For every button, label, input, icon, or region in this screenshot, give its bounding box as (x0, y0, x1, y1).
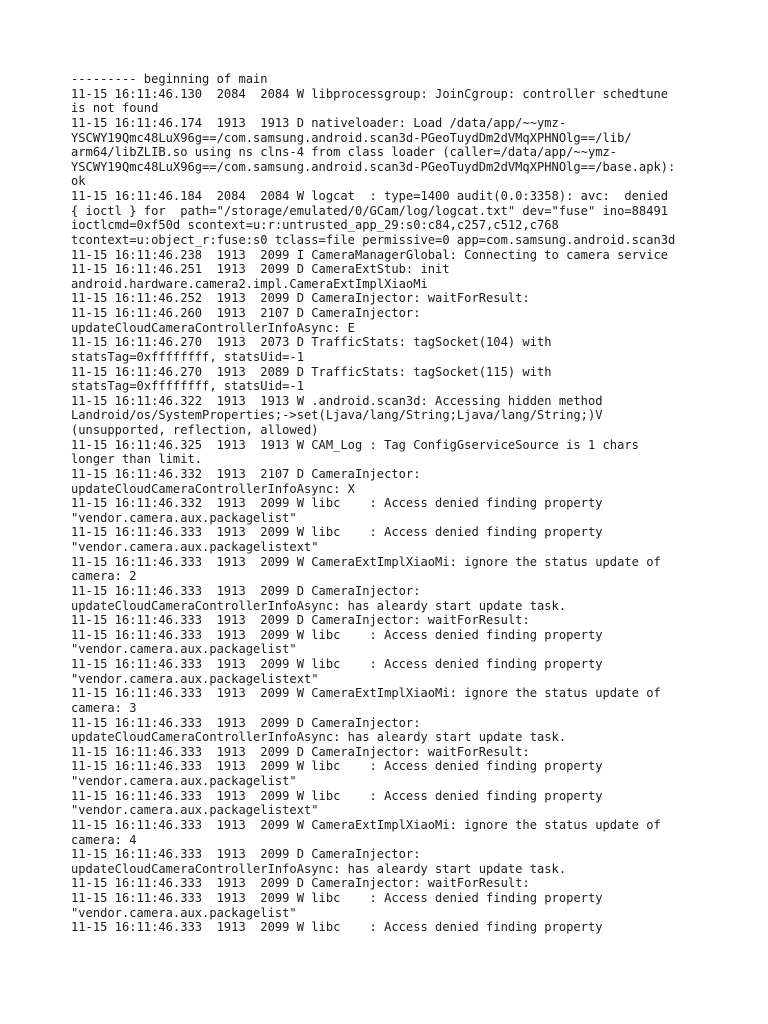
log-line: updateCloudCameraControllerInfoAsync: has aleardy start update task. (71, 861, 567, 876)
log-line: "vendor.camera.aux.packagelist" (71, 642, 297, 657)
log-line: updateCloudCameraControllerInfoAsync: E (71, 320, 355, 335)
log-line: 11-15 16:11:46.333 1913 2099 W libc : Access denied finding property (71, 657, 603, 671)
log-line: 11-15 16:11:46.333 1913 2099 W libc : Access denied finding property (71, 920, 603, 935)
log-line: 11-15 16:11:46.333 1913 2099 D CameraInjector: (71, 715, 421, 730)
log-line: 11-15 16:11:46.332 1913 2107 D CameraInjector: (71, 466, 421, 481)
log-line: { ioctl } for path="/storage/emulated/0/GCam/log/logcat.txt" dev="fuse" ino=88491 (71, 203, 669, 218)
log-line: 11-15 16:11:46.333 1913 2099 W CameraExtImplXiaoMi: ignore the status update of (71, 554, 661, 569)
log-line: updateCloudCameraControllerInfoAsync: has aleardy start update task. (71, 730, 567, 745)
log-line: 11-15 16:11:46.174 1913 1913 D nativeloader: Load /data/app/~~ymz- (71, 115, 567, 130)
log-line: arm64/libZLIB.so using ns clns-4 from class loader (caller=/data/app/~~ymz- (71, 145, 618, 160)
log-line: statsTag=0xffffffff, statsUid=-1 (71, 349, 304, 364)
log-line: 11-15 16:11:46.333 1913 2099 W libc : Access denied finding property (71, 627, 603, 642)
log-line: 11-15 16:11:46.333 1913 2099 W libc : Access denied finding property (71, 759, 603, 774)
log-line: --------- beginning of main (71, 72, 268, 86)
log-line: 11-15 16:11:46.333 1913 2099 D CameraInjector: waitForResult: (71, 613, 530, 628)
log-line: "vendor.camera.aux.packagelist" (71, 774, 297, 788)
log-line: "vendor.camera.aux.packagelist" (71, 905, 297, 920)
log-line: 11-15 16:11:46.270 1913 2073 D TrafficStats: tagSocket(104) with (71, 335, 552, 350)
log-document (71, 72, 711, 935)
log-line: 11-15 16:11:46.184 2084 2084 W logcat : type=1400 audit(0.0:3358): avc: denied (71, 189, 669, 203)
log-line: android.hardware.camera2.impl.CameraExtImplXiaoMi (71, 276, 428, 291)
log-line: 11-15 16:11:46.252 1913 2099 D CameraInjector: waitForResult: (71, 291, 530, 306)
log-line: updateCloudCameraControllerInfoAsync: X (71, 481, 355, 496)
log-line: 11-15 16:11:46.333 1913 2099 W libc : Access denied finding property (71, 788, 603, 803)
log-line: 11-15 16:11:46.322 1913 1913 W .android.scan3d: Accessing hidden method (71, 393, 603, 408)
log-line: 11-15 16:11:46.270 1913 2089 D TrafficStats: tagSocket(115) with (71, 364, 552, 379)
log-line: 11-15 16:11:46.130 2084 2084 W libprocessgroup: JoinCgroup: controller schedtune (71, 86, 669, 101)
log-line: 11-15 16:11:46.333 1913 2099 D CameraInjector: (71, 583, 421, 598)
log-line: ioctlcmd=0xf50d scontext=u:r:untrusted_app_29:s0:c84,c257,c512,c768 (71, 218, 559, 233)
log-line: 11-15 16:11:46.260 1913 2107 D CameraInjector: (71, 306, 421, 320)
log-line: camera: 3 (71, 700, 137, 715)
log-line: YSCWY19Qmc48LuX96g==/com.samsung.android.scan3d-PGeoTuydDm2dVMqXPHNOlg==/base.apk): (71, 159, 676, 174)
log-line: statsTag=0xffffffff, statsUid=-1 (71, 379, 304, 394)
log-line: camera: 4 (71, 832, 137, 847)
log-line: "vendor.camera.aux.packagelistext" (71, 803, 319, 818)
log-line: 11-15 16:11:46.333 1913 2099 W libc : Access denied finding property (71, 525, 603, 540)
log-line: 11-15 16:11:46.333 1913 2099 W CameraExtImplXiaoMi: ignore the status update of (71, 686, 661, 701)
log-line: (unsupported, reflection, allowed) (71, 423, 319, 437)
log-line: 11-15 16:11:46.325 1913 1913 W CAM_Log : Tag ConfigGserviceSource is 1 chars (71, 437, 639, 452)
log-line: ok (71, 174, 86, 189)
log-line: 11-15 16:11:46.333 1913 2099 D CameraInjector: waitForResult: (71, 744, 530, 759)
log-line: 11-15 16:11:46.251 1913 2099 D CameraExtStub: init (71, 262, 450, 277)
log-line: 11-15 16:11:46.332 1913 2099 W libc : Access denied finding property (71, 496, 603, 511)
log-line: 11-15 16:11:46.333 1913 2099 D CameraInjector: waitForResult: (71, 876, 530, 891)
log-line: YSCWY19Qmc48LuX96g==/com.samsung.android.scan3d-PGeoTuydDm2dVMqXPHNOlg==/lib/ (71, 130, 632, 145)
log-line: 11-15 16:11:46.333 1913 2099 D CameraInjector: (71, 847, 421, 862)
log-line: "vendor.camera.aux.packagelistext" (71, 540, 319, 554)
log-line: Landroid/os/SystemProperties;->set(Ljava/lang/String;Ljava/lang/String;)V (71, 408, 603, 423)
log-line: longer than limit. (71, 452, 203, 467)
log-line: 11-15 16:11:46.333 1913 2099 W CameraExtImplXiaoMi: ignore the status update of (71, 817, 661, 832)
log-line: "vendor.camera.aux.packagelist" (71, 510, 297, 525)
log-line: 11-15 16:11:46.238 1913 2099 I CameraManagerGlobal: Connecting to camera service (71, 247, 669, 262)
log-line: camera: 2 (71, 569, 137, 584)
log-line: "vendor.camera.aux.packagelistext" (71, 671, 319, 686)
log-line: 11-15 16:11:46.333 1913 2099 W libc : Access denied finding property (71, 891, 603, 905)
log-line: tcontext=u:object_r:fuse:s0 tclass=file permissive=0 app=com.samsung.android.scan3d (71, 232, 676, 247)
log-line: is not found (71, 101, 159, 116)
log-body (71, 72, 711, 935)
log-line: updateCloudCameraControllerInfoAsync: has aleardy start update task. (71, 598, 567, 613)
